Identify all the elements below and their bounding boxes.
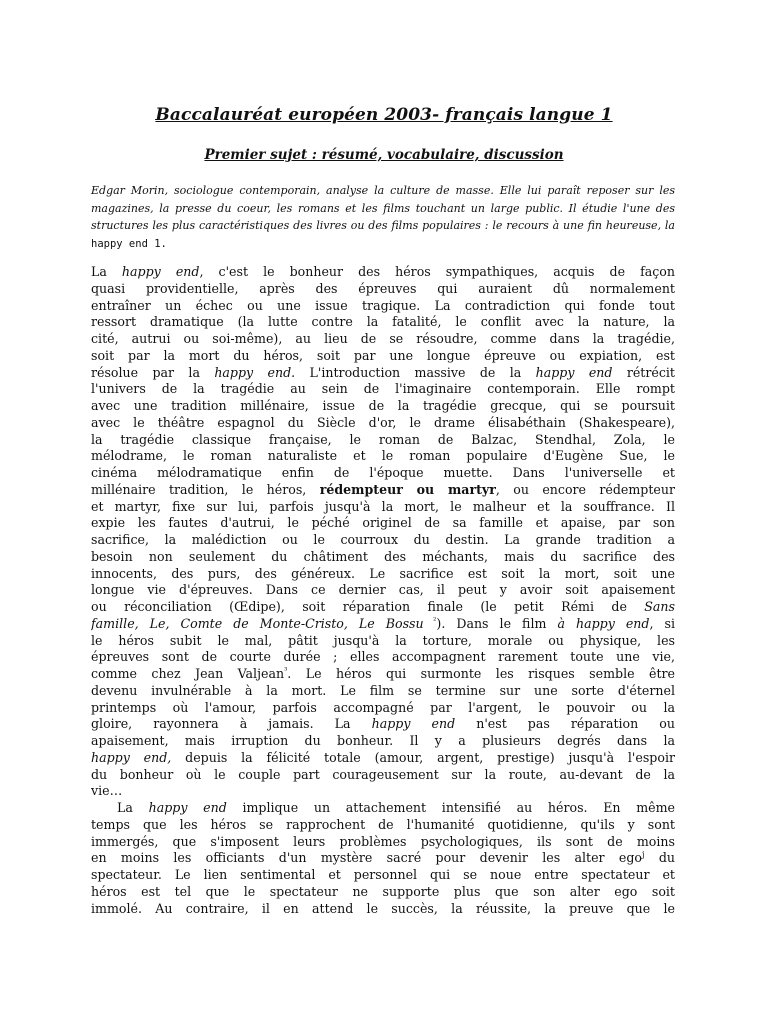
italic-phrase: à happy end bbox=[557, 615, 650, 631]
text-segment: devenu invulnérable à la mort. Le film se termine sur une sorte d'éternel bbox=[91, 682, 675, 698]
text-segment: printemps où l'amour, parfois accompagné par l'argent, le pouvoir ou la bbox=[91, 699, 675, 715]
section-subtitle: Premier sujet : résumé, vocabulaire, discussion bbox=[204, 147, 564, 163]
italic-phrase: happy end bbox=[371, 716, 456, 732]
text-segment: entraîner un échec ou une issue tragique. La contradiction qui fonde tout bbox=[91, 297, 675, 313]
text-segment: , ou encore rédempteur bbox=[495, 481, 675, 497]
text-line bbox=[91, 314, 675, 331]
text-segment: comme chez Jean Valjean bbox=[91, 666, 285, 681]
text-segment: mélodrame, le roman naturaliste et le roman populaire d'Eugène Sue, le bbox=[91, 448, 675, 464]
text-line bbox=[91, 549, 675, 566]
text-segment: La bbox=[91, 264, 122, 279]
text-line bbox=[91, 867, 675, 884]
text-line bbox=[91, 281, 675, 298]
footnote-marker: ³ bbox=[284, 666, 288, 675]
text-line bbox=[91, 582, 675, 599]
text-line bbox=[91, 415, 675, 432]
text-line bbox=[91, 298, 675, 315]
text-segment: avec le théâtre espagnol du Siècle d'or, le drame élisabéthain (Shakespeare), bbox=[91, 414, 675, 430]
italic-phrase: Sans bbox=[644, 599, 675, 614]
text-segment: implique un attachement intensifié au héros. En même bbox=[226, 800, 675, 815]
text-line bbox=[91, 348, 675, 365]
text-segment: apaisement, mais irruption du bonheur. Il y a plusieurs degrés dans la bbox=[91, 733, 675, 748]
text-segment: besoin non seulement du châtiment des méchants, mais du sacrifice des bbox=[91, 548, 675, 564]
text-segment: du bbox=[644, 850, 675, 866]
footnote-marker: ² bbox=[423, 615, 437, 625]
text-segment: longue vie d'épreuves. Dans ce dernier cas, il peut y avoir soit apaisement bbox=[91, 582, 675, 598]
text-segment: soit par la mort du héros, soit par une longue épreuve ou expiation, est bbox=[91, 347, 675, 363]
text-segment: immolé. Au contraire, il en attend le succès, la réussite, la preuve que le bbox=[91, 900, 675, 916]
text-line bbox=[91, 331, 675, 348]
text-segment: , si bbox=[649, 615, 675, 631]
main-text bbox=[91, 264, 675, 917]
text-segment: héros est tel que le spectateur ne supporte plus que son alter ego soit bbox=[91, 883, 675, 899]
text-segment: ressort dramatique (la lutte contre la fatalité, le conflit avec la nature, la bbox=[91, 314, 675, 330]
text-segment: L'introduction massive de la bbox=[295, 364, 536, 380]
text-segment: du bonheur où le couple part courageusement sur la route, au-devant de la bbox=[91, 766, 675, 782]
italic-phrase: happy end. bbox=[214, 364, 296, 380]
text-segment: et martyr, fixe sur lui, parfois jusqu'à la mort, le malheur et la souffrance. Il bbox=[91, 498, 675, 514]
text-segment: millénaire tradition, le héros, bbox=[91, 481, 320, 497]
text-line bbox=[91, 850, 675, 867]
text-line bbox=[91, 700, 675, 717]
text-line bbox=[91, 884, 675, 901]
text-segment: cité, autrui ou soi-même), au lieu de se résoudre, comme dans la tragédie, bbox=[91, 331, 675, 346]
text-segment: ). Dans le film bbox=[436, 615, 558, 631]
italic-phrase: happy end, bbox=[91, 749, 172, 765]
italic-phrase: famille, Le, Comte de Monte-Cristo, Le Bossu bbox=[91, 615, 424, 631]
text-line bbox=[91, 767, 675, 784]
text-line bbox=[91, 465, 675, 482]
text-line bbox=[91, 532, 675, 549]
text-segment: n'est pas réparation ou bbox=[455, 716, 675, 732]
text-segment: le héros subit le mal, pâtit jusqu'à la torture, morale ou physique, les bbox=[91, 632, 675, 648]
text-line bbox=[91, 616, 675, 633]
text-segment: en moins les officiants d'un mystère sacré pour devenir les alter ego bbox=[91, 850, 642, 866]
text-segment: immergés, que s'imposent leurs problèmes psychologiques, ils sont de moins bbox=[91, 833, 675, 849]
text-line bbox=[91, 398, 675, 415]
text-line bbox=[91, 381, 675, 398]
text-line bbox=[91, 633, 675, 650]
text-line bbox=[91, 834, 675, 851]
text-segment: rétrécit bbox=[612, 364, 675, 380]
intro-term: happy end 1. bbox=[91, 237, 167, 250]
text-line bbox=[91, 264, 675, 281]
text-segment: sacrifice, la malédiction ou le courroux du destin. La grande tradition a bbox=[91, 532, 675, 547]
text-segment: innocents, des purs, des généreux. Le sacrifice est soit la mort, soit une bbox=[91, 565, 675, 581]
text-segment: la tragédie classique française, le roman de Balzac, Stendhal, Zola, le bbox=[91, 431, 675, 447]
italic-phrase: happy end bbox=[535, 364, 613, 380]
text-line bbox=[91, 448, 675, 465]
text-line bbox=[91, 683, 675, 700]
text-line bbox=[91, 365, 675, 382]
bold-phrase: rédempteur ou martyr bbox=[319, 481, 496, 497]
text-line bbox=[91, 566, 675, 583]
text-line bbox=[91, 649, 675, 666]
text-line bbox=[91, 733, 675, 750]
text-segment: , c'est le bonheur des héros sympathiques, acquis de façon bbox=[199, 264, 675, 279]
text-line bbox=[91, 432, 675, 449]
text-line bbox=[91, 599, 675, 616]
italic-phrase: happy end bbox=[121, 264, 200, 279]
footnote-marker: j bbox=[642, 850, 645, 860]
text-line bbox=[91, 783, 675, 800]
italic-phrase: happy end bbox=[148, 800, 227, 815]
text-segment: l'univers de la tragédie au sein de l'imaginaire contemporain. Elle rompt bbox=[91, 381, 675, 397]
intro-paragraph bbox=[91, 182, 675, 253]
text-line bbox=[91, 666, 675, 683]
text-segment: épreuves sont de courte durée ; elles accompagnent rarement toute une vie, bbox=[91, 649, 675, 665]
text-segment: temps que les héros se rapprochent de l'humanité quotidienne, qu'ils y sont bbox=[91, 816, 675, 832]
document-title: Baccalauréat européen 2003- français langue 1 bbox=[155, 105, 613, 125]
text-line bbox=[91, 750, 675, 767]
text-line bbox=[91, 499, 675, 516]
text-line bbox=[91, 817, 675, 834]
text-segment: résolue par la bbox=[91, 364, 215, 380]
text-segment: . Le héros qui surmonte les risques semble être bbox=[287, 666, 675, 681]
text-segment: depuis la félicité totale (amour, argent, prestige) jusqu'à l'espoir bbox=[171, 749, 675, 765]
text-segment: ou réconciliation (Œdipe), soit réparation finale (le petit Rémi de bbox=[91, 599, 645, 614]
text-segment: cinéma mélodramatique enfin de l'époque muette. Dans l'universelle et bbox=[91, 465, 675, 480]
text-segment: La bbox=[117, 800, 149, 815]
text-segment: avec une tradition millénaire, issue de la tragédie grecque, qui se poursuit bbox=[91, 398, 675, 413]
text-line bbox=[91, 901, 675, 918]
text-segment: vie… bbox=[91, 783, 123, 799]
text-line bbox=[91, 800, 675, 817]
text-segment: quasi providentielle, après des épreuves qui auraient dû normalement bbox=[91, 280, 675, 296]
text-segment: gloire, rayonnera à jamais. La bbox=[91, 716, 372, 732]
text-segment: spectateur. Le lien sentimental et personnel qui se noue entre spectateur et bbox=[91, 867, 675, 882]
intro-text: Edgar Morin, sociologue contemporain, analyse la culture de masse. Elle lui paraît reposer sur les magazines, la presse du coeur, les romans et les films touchant un large public. Il étudie l'une des structures les plus caractéristiques des livres ou des films populaires : le recours à une fin heureuse, la bbox=[91, 184, 675, 232]
text-line bbox=[91, 716, 675, 733]
text-line bbox=[91, 515, 675, 532]
text-segment: expie les fautes d'autrui, le péché originel de sa famille et apaise, par son bbox=[91, 515, 675, 531]
text-line bbox=[91, 482, 675, 499]
